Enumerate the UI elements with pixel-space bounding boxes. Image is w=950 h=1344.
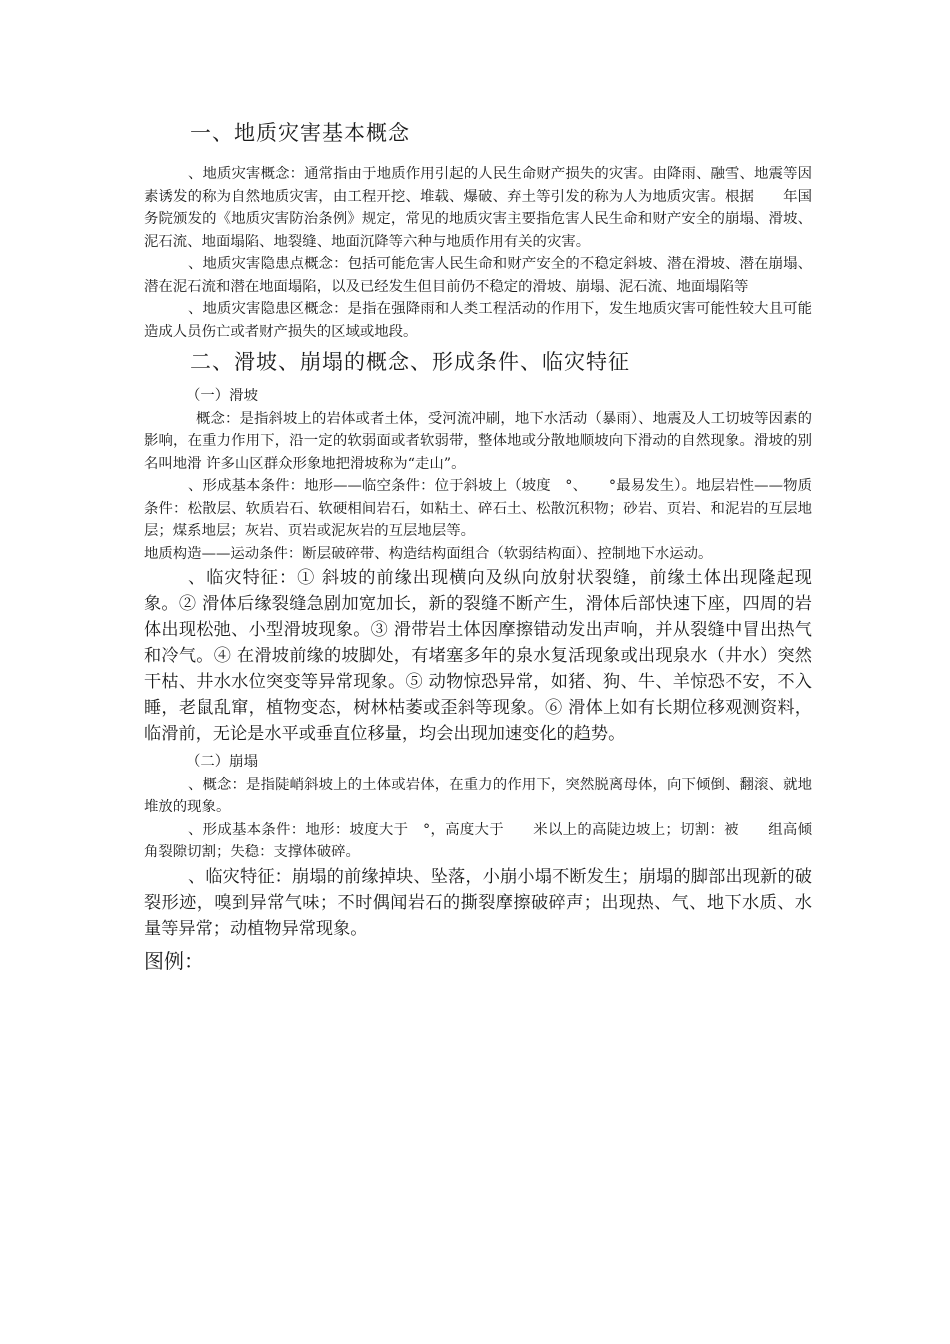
section1-paragraph-1: 、地质灾害概念：通常指由于地质作用引起的人民生命财产损失的灾害。由降雨、融雪、地震等因素诱发的称为自然地质灾害，由工程开挖、堆载、爆破、弃土等引发的称为人为地质灾害。根据 年国务院颁发的《地质灾害防治条例》规定，常见的地质灾害主要指危害人民生命和财产安全的崩塌、滑坡、泥石流、地面塌陷、地裂缝、地面沉降等六种与地质作用有关的灾害。 <box>144 166 812 250</box>
landslide-conditions: 、形成基本条件：地形——临空条件：位于斜坡上（坡度 °、 °最易发生）。地层岩性——物质条件：松散层、软质岩石、软硬相间岩石，如粘土、碎石土、松散沉积物；砂岩、页岩、和泥岩的互层地层；煤系地层；灰岩、页岩或泥灰岩的互层地层等。 <box>144 478 812 539</box>
collapse-conditions: 、形成基本条件：地形：坡度大于 °，高度大于 米以上的高陡边坡上；切割：被 组高倾角裂隙切割；失稳：支撑体破碎。 <box>144 821 812 860</box>
landslide-features: 、临灾特征：① 斜坡的前缘出现横向及纵向放射状裂缝，前缘土体出现隆起现象。② 滑体后缘裂缝急剧加宽加长，新的裂缝不断产生，滑体后部快速下座，四周的岩体出现松弛、小型滑坡现象。③ 滑带岩土体因摩擦错动发出声响，并从裂缝中冒出热气和冷气。④ 在滑坡前缘的坡脚处，有堵塞多年的泉水复活现象或出现泉水（井水）突然干枯、井水水位突变等异常现象。⑤ 动物惊恐异常，如猪、狗、牛、羊惊恐不安，不入睡，老鼠乱窜，植物变态，树林枯萎或歪斜等现象。⑥ 滑体上如有长期位移观测资料，临滑前，无论是水平或垂直位移量，均会出现加速变化的趋势。 <box>144 568 812 744</box>
landslide-heading: （一）滑坡 <box>186 388 258 404</box>
collapse-heading: （二）崩塌 <box>186 754 258 770</box>
collapse-features: 、临灾特征：崩塌的前缘掉块、坠落，小崩小塌不断发生；崩塌的脚部出现新的破裂形迹，嗅到异常气味；不时偶闻岩石的撕裂摩擦破碎声；出现热、气、地下水质、水量等异常；动植物异常现象。 <box>144 866 812 939</box>
section2-title: 二、滑坡、崩塌的概念、形成条件、临灾特征 <box>190 350 630 374</box>
collapse-concept: 、概念：是指陡峭斜坡上的土体或岩体，在重力的作用下，突然脱离母体，向下倾倒、翻滚、就地堆放的现象。 <box>144 776 812 815</box>
section1-paragraph-2: 、地质灾害隐患点概念：包括可能危害人民生命和财产安全的不稳定斜坡、潜在滑坡、潜在崩塌、潜在泥石流和潜在地面塌陷，以及已经发生但目前仍不稳定的滑坡、崩塌、泥石流、地面塌陷等 <box>144 256 812 295</box>
landslide-concept: 概念：是指斜坡上的岩体或者土体，受河流冲刷，地下水活动（暴雨）、地震及人工切坡等因素的影响，在重力作用下，沿一定的软弱面或者软弱带，整体地或分散地顺坡向下滑动的自然现象。滑坡的别名叫地滑 许多山区群众形象地把滑坡称为“走山”。 <box>144 410 812 472</box>
document-page <box>144 0 812 976</box>
section1-title: 一、地质灾害基本概念 <box>190 121 410 145</box>
landslide-structure: 地质构造——运动条件：断层破碎带、构造结构面组合（软弱结构面）、控制地下水运动。 <box>144 545 713 562</box>
section1-paragraph-3: 、地质灾害隐患区概念：是指在强降雨和人类工程活动的作用下，发生地质灾害可能性较大且可能造成人员伤亡或者财产损失的区域或地段。 <box>144 301 812 340</box>
legend-label: 图例： <box>144 948 204 973</box>
